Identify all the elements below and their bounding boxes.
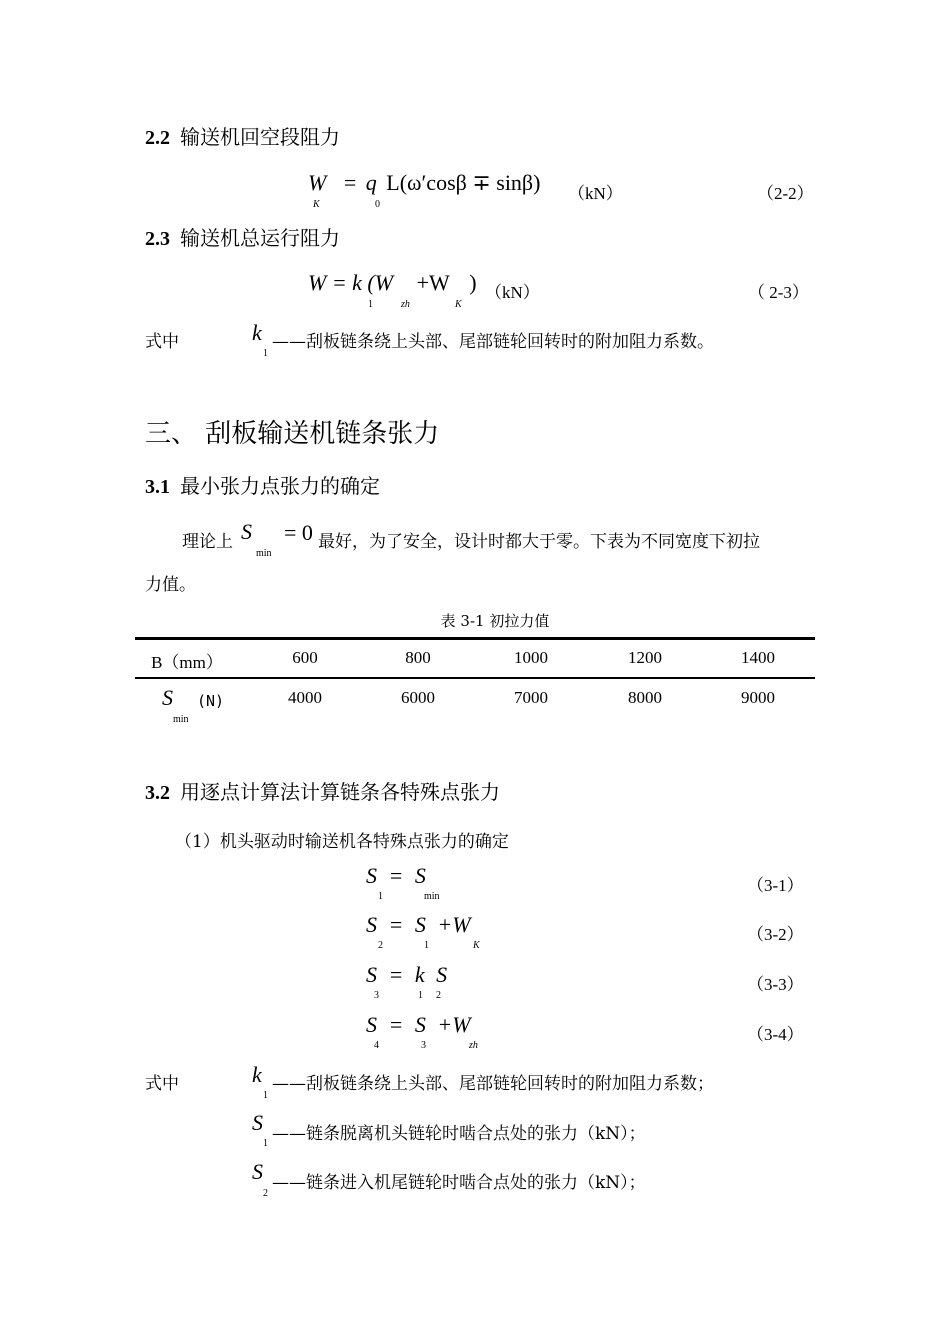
eq-sub: 4 [374, 1040, 379, 1051]
para-prefix: 理论上 [182, 532, 233, 552]
table-header-cell: 1200 [628, 648, 662, 667]
where-var: k [252, 1062, 262, 1087]
equation-3-4: S = S +W [366, 1012, 471, 1037]
where-var-sub: 1 [263, 1090, 268, 1101]
where-label: 式中 [145, 332, 179, 352]
section-2-2-heading [145, 121, 340, 150]
eq-sub: 1 [418, 990, 423, 1001]
eq-sub: min [424, 891, 440, 902]
where-var: S [252, 1110, 263, 1135]
eq-sub: 2 [378, 940, 383, 951]
table-mid-rule [135, 677, 815, 679]
where-desc: ——链条脱离机头链轮时啮合点处的张力（kN）； [272, 1124, 646, 1144]
table-caption: 表 3-1 初拉力值 [440, 612, 550, 630]
where-var: k [252, 320, 262, 345]
chapter-3-heading: 三、 刮板输送机链条张力 [145, 419, 440, 449]
table-row-unit: (N) [197, 692, 225, 710]
section-title: 输送机总运行阻力 [180, 226, 340, 250]
where-desc: ——链条进入机尾链轮时啮合点处的张力（kN）； [272, 1173, 646, 1193]
where-var-sub: 1 [263, 348, 268, 359]
equation-2-3 [308, 270, 477, 296]
equation-2-2 [308, 170, 540, 196]
section-title: 用逐点计算法计算链条各特殊点张力 [180, 780, 500, 804]
eq-sub: K [473, 940, 480, 951]
eq-sub-0: 0 [375, 199, 380, 210]
table-header-cell: 1400 [741, 648, 775, 667]
equation-number: （3-4） [747, 1025, 804, 1044]
section-number: 3.2 [145, 782, 170, 804]
eq-var-q: q [365, 170, 377, 195]
section-3-2-heading [145, 776, 500, 805]
para-var-sub: min [256, 548, 272, 559]
para-line2: 力值。 [145, 575, 196, 595]
para-rest: 最好，为了安全，设计时都大于零。下表为不同宽度下初拉 [318, 532, 760, 552]
where-var: S [252, 1159, 263, 1184]
equation-3-3: S = k S [366, 962, 448, 987]
table-cell: 4000 [288, 688, 322, 707]
equation-3-2: S = S +W [366, 912, 471, 937]
table-cell: 6000 [401, 688, 435, 707]
section-number: 2.2 [145, 127, 170, 149]
eq-equals: = [343, 170, 357, 195]
eq-sub-1: 1 [368, 299, 373, 310]
table-header-cell: 1000 [514, 648, 548, 667]
where-var-sub: 1 [263, 1138, 268, 1149]
equation-number: （ 2-3） [748, 283, 809, 302]
table-header-label: B（mm） [151, 653, 223, 672]
where-desc: ——刮板链条绕上头部、尾部链轮回转时的附加阻力系数； [272, 1074, 714, 1094]
eq-sub-k: K [455, 299, 462, 310]
eq-sub: 3 [421, 1040, 426, 1051]
eq-sub-zh: zh [401, 299, 410, 310]
eq-unit: （kN） [485, 283, 540, 302]
eq-sub: 2 [436, 990, 441, 1001]
where-var-sub: 2 [263, 1188, 268, 1199]
eq-sub: 1 [378, 891, 383, 902]
table-row-var-sub: min [173, 714, 189, 725]
table-cell: 9000 [741, 688, 775, 707]
section-title: 输送机回空段阻力 [180, 125, 340, 149]
section-number: 2.3 [145, 228, 170, 250]
table-header-cell: 600 [292, 648, 318, 667]
table-row-var: S [162, 685, 173, 710]
equation-number: （3-1） [747, 876, 804, 895]
section-3-1-heading [145, 470, 380, 499]
para-eq: = 0 [284, 520, 313, 545]
eq-sub-k: K [313, 199, 320, 210]
eq-var-w: W [308, 170, 327, 195]
equation-number: （2-2） [757, 184, 814, 203]
where-desc: ——刮板链条绕上头部、尾部链轮回转时的附加阻力系数。 [272, 332, 714, 352]
table-cell: 8000 [628, 688, 662, 707]
eq-unit: （kN） [568, 184, 623, 203]
eq-lhs: W = k (W [308, 270, 394, 295]
table-cell: 7000 [514, 688, 548, 707]
equation-number: （3-3） [747, 975, 804, 994]
para-var: S [241, 519, 252, 544]
eq-sub: zh [469, 1040, 478, 1051]
section-title: 最小张力点张力的确定 [180, 474, 380, 498]
equation-3-1: S = S [366, 863, 426, 888]
eq-body: L(ω′cosβ ∓ sinβ) [386, 170, 541, 195]
equation-number: （3-2） [747, 925, 804, 944]
eq-sub: 3 [374, 990, 379, 1001]
table-top-rule [135, 637, 815, 640]
where-label: 式中 [145, 1074, 179, 1094]
section-2-3-heading [145, 222, 340, 251]
table-header-cell: 800 [405, 648, 431, 667]
eq-close: ) [469, 270, 477, 295]
eq-mid: +W [416, 270, 450, 295]
section-number: 3.1 [145, 476, 170, 498]
eq-sub: 1 [424, 940, 429, 951]
list-item: （1）机头驱动时输送机各特殊点张力的确定 [175, 832, 509, 852]
